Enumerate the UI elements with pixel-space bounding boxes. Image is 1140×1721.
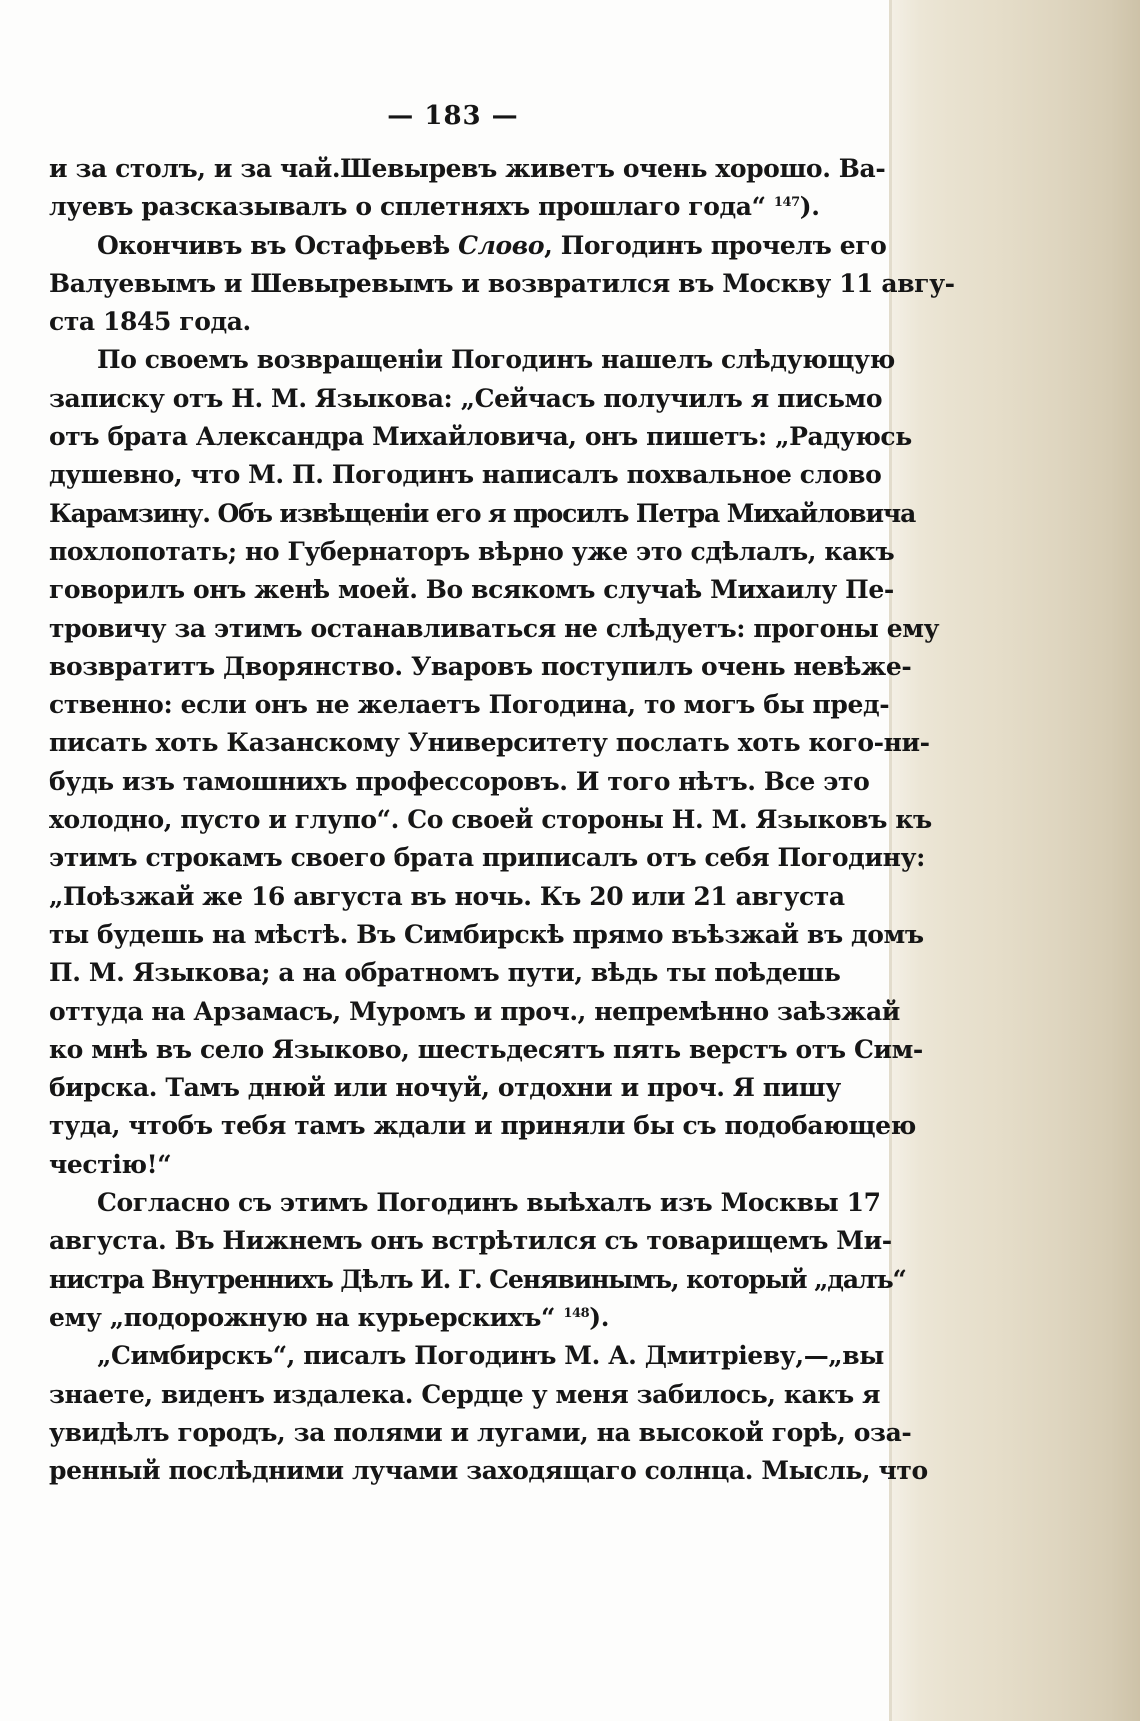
text-line: П. М. Языкова; а на обратномъ пути, вѣдь ты поѣдешь <box>49 958 841 988</box>
text-line: холодно, пусто и глупо“. Со своей стороны Н. М. Языковъ къ <box>49 805 932 835</box>
footnote-ref[interactable]: 148 <box>563 1305 590 1321</box>
text-line: честію!“ <box>49 1149 172 1179</box>
text-line: луевъ разсказывалъ о сплетняхъ прошлаго года“ $^{147}$). <box>49 192 820 222</box>
text-line: возвратитъ Дворянство. Уваровъ поступилъ очень невѣже- <box>49 651 912 681</box>
text-line: знаете, виденъ издалека. Сердце у меня забилось, какъ я <box>49 1379 881 1409</box>
text-line: ты будешь на мѣстѣ. Въ Симбирскѣ прямо въѣзжай въ домъ <box>49 919 924 949</box>
text-line: записку отъ Н. М. Языкова: „Сейчасъ получилъ я письмо <box>49 383 883 413</box>
italic-title: Слово <box>458 230 545 260</box>
text-line: августа. Въ Нижнемъ онъ встрѣтился съ товарищемъ Ми- <box>49 1226 892 1256</box>
text-line: Согласно съ этимъ Погодинъ выѣхалъ изъ Москвы 17 <box>97 1188 881 1218</box>
text-line: Карамзину. Объ извѣщеніи его я просилъ Петра Михайловича <box>49 498 916 528</box>
page-number: — 183 — <box>387 101 519 131</box>
text-line: Валуевымъ и Шевыревымъ и возвратился въ Москву 11 авгу- <box>49 268 955 298</box>
text-line: ста 1845 года. <box>49 307 251 337</box>
text-line: этимъ строкамъ своего брата приписалъ отъ себя Погодину: <box>49 843 925 873</box>
text-line: говорилъ онъ женѣ моей. Во всякомъ случаѣ Михаилу Пе- <box>49 575 894 605</box>
footnote-ref[interactable]: 147 <box>773 195 800 211</box>
text-line: „Поѣзжай же 16 августа въ ночь. Къ 20 или 21 августа <box>49 881 845 911</box>
page-text <box>49 96 955 1490</box>
text-line: ственно: если онъ не желаетъ Погодина, то могъ бы пред- <box>49 690 890 720</box>
text-line: „Симбирскъ“, писалъ Погодинъ М. А. Дмитріеву,—„вы <box>97 1341 884 1371</box>
text-line: туда, чтобъ тебя тамъ ждали и приняли бы съ подобающею <box>49 1111 916 1141</box>
text-line: и за столъ, и за чай. Шевыревъ живетъ очень хорошо. Ва- <box>49 154 886 183</box>
text-line: ему „подорожную на курьерскихъ“ $^{148}$). <box>49 1302 610 1332</box>
text-line: похлопотать; но Губернаторъ вѣрно уже это сдѣлалъ, какъ <box>49 536 895 566</box>
text-line: отъ брата Александра Михайловича, онъ пишетъ: „Радуюсь <box>49 422 912 452</box>
text-line: тровичу за этимъ останавливаться не слѣдуетъ: прогоны ему <box>49 613 940 643</box>
text-line: По своемъ возвращеніи Погодинъ нашелъ слѣдующую <box>97 345 895 375</box>
text-line: ренный послѣдними лучами заходящаго солнца. Мысль, что <box>49 1456 928 1486</box>
text-line: бирска. Тамъ днюй или ночуй, отдохни и проч. Я пишу <box>49 1073 841 1103</box>
text-line: увидѣлъ городъ, за полями и лугами, на высокой горѣ, оза- <box>49 1417 912 1447</box>
text-line: Окончивъ въ Остафьевѣ Слово, Погодинъ прочелъ его <box>97 230 887 260</box>
text-line: душевно, что М. П. Погодинъ написалъ похвальное слово <box>49 460 882 490</box>
text-line: нистра Внутреннихъ Дѣлъ И. Г. Сенявинымъ, который „далъ“ <box>49 1264 906 1294</box>
text-line: ко мнѣ въ село Языково, шестьдесятъ пять верстъ отъ Сим- <box>49 1034 923 1064</box>
text-line: писать хоть Казанскому Университету послать хоть кого-ни- <box>49 728 930 758</box>
text-line: будь изъ тамошнихъ профессоровъ. И того нѣтъ. Все это <box>49 766 870 796</box>
text-line: оттуда на Арзамасъ, Муромъ и проч., непремѣнно заѣзжай <box>49 996 900 1026</box>
